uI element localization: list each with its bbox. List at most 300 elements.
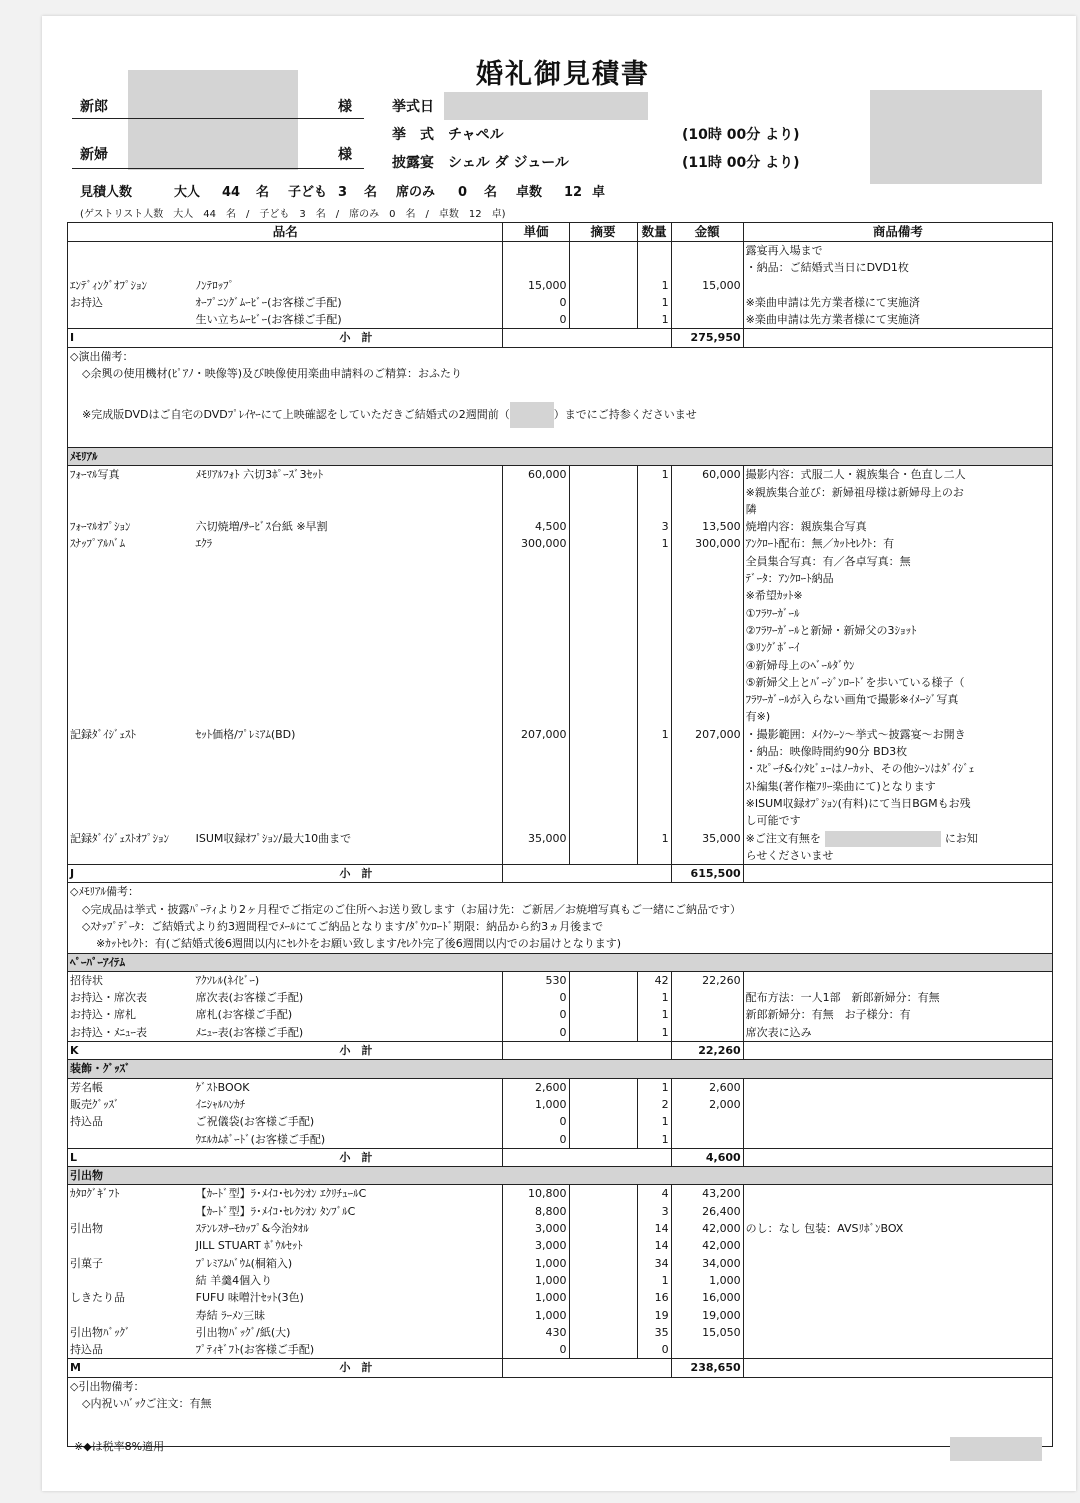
subtotal-note xyxy=(743,865,1052,883)
redacted-contact xyxy=(825,831,941,847)
quantity xyxy=(637,708,671,725)
item-name: 寿結 ﾗｰﾒﾝ三昧 xyxy=(194,1307,503,1324)
subtotal-note xyxy=(743,1359,1052,1377)
item-category: ｴﾝﾃﾞｨﾝｸﾞｵﾌﾟｼｮﾝ xyxy=(68,277,194,294)
unit-price xyxy=(503,847,569,865)
table-row xyxy=(68,1131,1053,1149)
item-category: お持込・ﾒﾆｭｰ表 xyxy=(68,1024,194,1042)
summary xyxy=(569,570,637,587)
item-category: 引菓子 xyxy=(68,1255,194,1272)
item-name xyxy=(194,587,503,604)
item-category: ｽﾅｯﾌﾟｱﾙﾊﾞﾑ xyxy=(68,535,194,552)
table-row xyxy=(68,1272,1053,1289)
amount xyxy=(671,622,743,639)
item-category xyxy=(68,847,194,865)
note-part: にお知 xyxy=(944,831,978,845)
summary xyxy=(569,535,637,552)
item-name: 引出物ﾊﾞｯｸﾞ/紙(大) xyxy=(194,1324,503,1341)
remark-text: ◇ｽﾅｯﾌﾟﾃﾞｰﾀ：ご結婚式より約3週間程でﾒｰﾙにてご納品となります/ﾀﾞｳﾝﾛｰﾄﾞ期限：納品から約3ヵ月後まで xyxy=(68,918,1053,935)
item-name xyxy=(194,501,503,518)
remark-row xyxy=(68,1377,1053,1395)
item-note: ・納品：映像時間約90分 BD3枚 xyxy=(743,743,1052,760)
unit-price: 0 xyxy=(503,989,569,1006)
quantity: 1 xyxy=(637,726,671,743)
amount xyxy=(671,812,743,829)
item-name xyxy=(194,778,503,795)
item-note: 全員集合写真：有／各卓写真：無 xyxy=(743,553,1052,570)
quantity: 2 xyxy=(637,1096,671,1113)
item-note xyxy=(743,830,1052,847)
remark-row xyxy=(68,347,1053,365)
item-note xyxy=(743,1255,1052,1272)
summary xyxy=(569,1006,637,1023)
quantity: 1 xyxy=(637,535,671,552)
table-row xyxy=(68,657,1053,674)
table-row xyxy=(68,501,1053,518)
subtotal-label: 小 計 xyxy=(194,1042,503,1060)
document-title: 婚礼御見積書 xyxy=(476,59,650,90)
item-category: ｶﾀﾛｸﾞｷﾞﾌﾄ xyxy=(68,1185,194,1203)
item-category xyxy=(68,501,194,518)
item-name: ｱｸｿﾚﾙ(ﾈｲﾋﾞｰ) xyxy=(194,971,503,989)
item-category: 販売ｸﾞｯｽﾞ xyxy=(68,1096,194,1113)
item-category xyxy=(68,1307,194,1324)
amount: 42,000 xyxy=(671,1220,743,1237)
remark-text: ◇ﾒﾓﾘｱﾙ備考： xyxy=(68,883,1053,901)
section-title: ﾒﾓﾘｱﾙ xyxy=(68,447,1053,465)
quantity: 1 xyxy=(637,277,671,294)
quantity: 0 xyxy=(637,1341,671,1359)
subtotal-label: 小 計 xyxy=(194,1359,503,1377)
table-row xyxy=(68,1024,1053,1042)
unit-price: 2,600 xyxy=(503,1078,569,1096)
item-note: 露宴再入場まで xyxy=(743,242,1052,260)
item-name: ﾌﾟﾃｨｷﾞﾌﾄ(お客様ご手配) xyxy=(194,1341,503,1359)
table-header-row xyxy=(68,223,1053,242)
summary xyxy=(569,1185,637,1203)
item-category: 招待状 xyxy=(68,971,194,989)
amount: 300,000 xyxy=(671,535,743,552)
unit-price xyxy=(503,570,569,587)
unit-price xyxy=(503,760,569,777)
table-row xyxy=(68,760,1053,777)
unit-price: 1,000 xyxy=(503,1272,569,1289)
quantity xyxy=(637,484,671,501)
quantity: 1 xyxy=(637,1006,671,1023)
estimate-table xyxy=(67,222,1053,1447)
quantity xyxy=(637,501,671,518)
item-note: ﾃﾞｰﾀ：ｱﾝｸﾛｰﾄ納品 xyxy=(743,570,1052,587)
item-note: ※希望ｶｯﾄ※ xyxy=(743,587,1052,604)
table-row xyxy=(68,622,1053,639)
unit-price: 0 xyxy=(503,1341,569,1359)
table-row xyxy=(68,242,1053,260)
subtotal-spacer xyxy=(503,1359,671,1377)
table-row xyxy=(68,259,1053,276)
item-name xyxy=(194,553,503,570)
item-name xyxy=(194,657,503,674)
amount xyxy=(671,570,743,587)
table-row xyxy=(68,1113,1053,1130)
amount xyxy=(671,294,743,311)
ceremony-date-label: 挙式日 xyxy=(392,99,434,115)
summary xyxy=(569,259,637,276)
amount xyxy=(671,1113,743,1130)
item-category xyxy=(68,812,194,829)
remark-text: ◇余興の使用機材(ﾋﾟｱﾉ・映像等)及び映像使用楽曲申請料のご精算：おふたり xyxy=(68,365,1053,382)
quantity: 1 xyxy=(637,989,671,1006)
subtotal-amount: 4,600 xyxy=(671,1148,743,1166)
item-category xyxy=(68,760,194,777)
item-category: 記録ﾀﾞｲｼﾞｪｽﾄｵﾌﾟｼｮﾝ xyxy=(68,830,194,847)
summary xyxy=(569,674,637,691)
remark-row xyxy=(68,1412,1053,1447)
unit-price: 1,000 xyxy=(503,1255,569,1272)
item-note: 有※) xyxy=(743,708,1052,725)
item-note xyxy=(743,971,1052,989)
summary xyxy=(569,778,637,795)
table-row xyxy=(68,795,1053,812)
summary xyxy=(569,1220,637,1237)
remark-text xyxy=(68,430,1053,448)
table-row xyxy=(68,708,1053,725)
amount xyxy=(671,553,743,570)
summary xyxy=(569,466,637,484)
quantity: 1 xyxy=(637,830,671,847)
subtotal-note xyxy=(743,1148,1052,1166)
quantity: 19 xyxy=(637,1307,671,1324)
item-category: お持込 xyxy=(68,294,194,311)
item-name: ﾉﾝﾃﾛｯﾌﾟ xyxy=(194,277,503,294)
remark-row xyxy=(68,400,1053,430)
item-note: 新郎新婦分：有無 お子様分：有 xyxy=(743,1006,1052,1023)
amount: 34,000 xyxy=(671,1255,743,1272)
item-category xyxy=(68,691,194,708)
summary xyxy=(569,1096,637,1113)
item-note: ②ﾌﾗﾜｰｶﾞｰﾙと新婦・新婦父の3ｼｮｯﾄ xyxy=(743,622,1052,639)
item-name xyxy=(194,639,503,656)
subtotal-row xyxy=(68,329,1053,347)
subtotal-amount: 238,650 xyxy=(671,1359,743,1377)
item-note xyxy=(743,277,1052,294)
quantity xyxy=(637,674,671,691)
item-category xyxy=(68,570,194,587)
table-row xyxy=(68,812,1053,829)
quantity xyxy=(637,587,671,604)
unit-price: 4,500 xyxy=(503,518,569,535)
table-row xyxy=(68,1307,1053,1324)
summary xyxy=(569,501,637,518)
amount xyxy=(671,484,743,501)
quantity: 42 xyxy=(637,971,671,989)
table-row xyxy=(68,1203,1053,1220)
table-row xyxy=(68,466,1053,484)
item-note: 配布方法：一人1部 新郎新婦分：有無 xyxy=(743,989,1052,1006)
summary xyxy=(569,812,637,829)
amount xyxy=(671,795,743,812)
unit-price xyxy=(503,501,569,518)
amount xyxy=(671,1006,743,1023)
amount: 42,000 xyxy=(671,1237,743,1254)
table-row xyxy=(68,553,1053,570)
item-category: ﾌｫｰﾏﾙｵﾌﾟｼｮﾝ xyxy=(68,518,194,535)
subtotal-row xyxy=(68,865,1053,883)
summary xyxy=(569,1255,637,1272)
item-category xyxy=(68,778,194,795)
summary xyxy=(569,1024,637,1042)
amount: 60,000 xyxy=(671,466,743,484)
unit-price: 3,000 xyxy=(503,1237,569,1254)
item-category xyxy=(68,639,194,656)
item-note xyxy=(743,1341,1052,1359)
remark-text: ◇完成品は挙式・披露ﾊﾟｰﾃｨより2ヶ月程でご指定のご住所へお送り致します（お届け先：ご新居／お焼増写真もご一緒にご納品です） xyxy=(68,901,1053,918)
reception-time: (11時 00分 より) xyxy=(682,155,800,171)
amount xyxy=(671,743,743,760)
item-name: ご祝儀袋(お客様ご手配) xyxy=(194,1113,503,1130)
item-note xyxy=(743,1096,1052,1113)
amount xyxy=(671,1024,743,1042)
quantity: 1 xyxy=(637,466,671,484)
subtotal-code: K xyxy=(68,1042,194,1060)
item-name xyxy=(194,242,503,260)
unit-price: 0 xyxy=(503,1113,569,1130)
unit-price xyxy=(503,691,569,708)
table-row xyxy=(68,605,1053,622)
unit-price: 10,800 xyxy=(503,1185,569,1203)
item-name: JILL STUART ﾎﾞｳﾙｾｯﾄ xyxy=(194,1237,503,1254)
unit-price: 0 xyxy=(503,1131,569,1149)
amount xyxy=(671,1131,743,1149)
remark-row xyxy=(68,918,1053,935)
quantity xyxy=(637,605,671,622)
item-category xyxy=(68,674,194,691)
amount xyxy=(671,242,743,260)
unit-price xyxy=(503,553,569,570)
quantity: 1 xyxy=(637,1113,671,1130)
section-header xyxy=(68,953,1053,971)
groom-underline xyxy=(72,118,364,119)
summary xyxy=(569,971,637,989)
quantity xyxy=(637,259,671,276)
redacted-stamp xyxy=(870,90,1042,184)
unit-price: 0 xyxy=(503,294,569,311)
table-row xyxy=(68,989,1053,1006)
ceremony-label: 挙 式 xyxy=(392,127,434,143)
quantity: 1 xyxy=(637,1272,671,1289)
table-row xyxy=(68,1185,1053,1203)
ceremony-venue: チャペル xyxy=(448,127,504,143)
item-name xyxy=(194,259,503,276)
summary xyxy=(569,795,637,812)
remark-text: ◇内祝いﾊﾞｯｸご注文：有無 xyxy=(68,1395,1053,1412)
summary xyxy=(569,553,637,570)
item-category xyxy=(68,622,194,639)
summary xyxy=(569,1131,637,1149)
item-category: 芳名帳 xyxy=(68,1078,194,1096)
summary xyxy=(569,989,637,1006)
item-note: ※楽曲申請は先方業者様にて実施済 xyxy=(743,311,1052,329)
item-note xyxy=(743,1203,1052,1220)
item-note xyxy=(743,1237,1052,1254)
remark-text: ◇演出備考： xyxy=(68,347,1053,365)
item-name: 【ｶｰﾄﾞ型】ﾗ･ﾒｲｺ･ｾﾚｸｼｵﾝ ｴｸﾘﾁｭｰﾙC xyxy=(194,1185,503,1203)
col-header-qty: 数量 xyxy=(637,223,671,242)
summary xyxy=(569,1203,637,1220)
item-name xyxy=(194,743,503,760)
table-row xyxy=(68,570,1053,587)
summary xyxy=(569,1272,637,1289)
item-note: ｱﾝｸﾛｰﾄ配布：無／ｶｯﾄｾﾚｸﾄ：有 xyxy=(743,535,1052,552)
remark-row xyxy=(68,382,1053,399)
amount: 16,000 xyxy=(671,1289,743,1306)
unit-price: 1,000 xyxy=(503,1289,569,1306)
subtotal-spacer xyxy=(503,1148,671,1166)
table-row xyxy=(68,1237,1053,1254)
item-category: ﾌｫｰﾏﾙ写真 xyxy=(68,466,194,484)
item-category xyxy=(68,1272,194,1289)
quantity xyxy=(637,570,671,587)
quantity xyxy=(637,743,671,760)
tax-footnote: ※◆は税率8%適用 xyxy=(74,1440,165,1453)
item-category xyxy=(68,708,194,725)
col-header-unit-price: 単価 xyxy=(503,223,569,242)
item-note: し可能です xyxy=(743,812,1052,829)
table-row xyxy=(68,277,1053,294)
table-row xyxy=(68,1255,1053,1272)
table-row xyxy=(68,311,1053,329)
item-note: ｽﾄ編集(著作権ﾌﾘｰ楽曲にて)となります xyxy=(743,778,1052,795)
summary xyxy=(569,518,637,535)
summary xyxy=(569,1078,637,1096)
groom-label: 新郎 xyxy=(80,99,108,115)
table-row xyxy=(68,971,1053,989)
quantity xyxy=(637,242,671,260)
amount xyxy=(671,657,743,674)
unit-price xyxy=(503,708,569,725)
section-header xyxy=(68,1167,1053,1185)
item-name xyxy=(194,691,503,708)
item-note: ⑤新婦父上とﾊﾞｰｼﾞﾝﾛｰﾄﾞを歩いている様子（ xyxy=(743,674,1052,691)
item-note xyxy=(743,1078,1052,1096)
guestlist-line: (ゲストリスト人数 大人 44 名 / 子ども 3 名 / 席のみ 0 名 / 卓数 12 卓) xyxy=(80,209,506,220)
quantity: 1 xyxy=(637,1078,671,1096)
redacted-footer xyxy=(950,1437,1042,1461)
table-row xyxy=(68,484,1053,501)
unit-price xyxy=(503,484,569,501)
remark-text-part: ）までにご持参くださいませ xyxy=(553,407,697,421)
amount: 19,000 xyxy=(671,1307,743,1324)
item-name: ｵｰﾌﾟﾆﾝｸﾞﾑｰﾋﾞｰ(お客様ご手配) xyxy=(194,294,503,311)
table-row xyxy=(68,639,1053,656)
item-note: らせくださいませ xyxy=(743,847,1052,865)
table-row xyxy=(68,1078,1053,1096)
item-name: ｽﾃﾝﾚｽｻｰﾓｶｯﾌﾟ&今治ﾀｵﾙ xyxy=(194,1220,503,1237)
item-note xyxy=(743,1113,1052,1130)
item-category: 持込品 xyxy=(68,1341,194,1359)
table-row xyxy=(68,535,1053,552)
unit-price: 530 xyxy=(503,971,569,989)
unit-price: 15,000 xyxy=(503,277,569,294)
col-header-summary: 摘要 xyxy=(569,223,637,242)
quantity xyxy=(637,760,671,777)
summary xyxy=(569,726,637,743)
summary xyxy=(569,277,637,294)
reception-venue: シェル ダ ジュール xyxy=(448,155,569,171)
unit-price xyxy=(503,622,569,639)
quantity xyxy=(637,691,671,708)
item-category: 持込品 xyxy=(68,1113,194,1130)
item-category xyxy=(68,311,194,329)
subtotal-code: M xyxy=(68,1359,194,1377)
subtotal-spacer xyxy=(503,329,671,347)
item-category xyxy=(68,587,194,604)
note-part: ※ご注文有無を xyxy=(745,831,821,845)
amount xyxy=(671,605,743,622)
summary xyxy=(569,1307,637,1324)
item-name xyxy=(194,812,503,829)
item-note: ④新婦母上のﾍﾞｰﾙﾀﾞｳﾝ xyxy=(743,657,1052,674)
item-note: ・撮影範囲：ﾒｲｸｼｰﾝ～挙式～披露宴～お開き xyxy=(743,726,1052,743)
remark-row xyxy=(68,365,1053,382)
reception-label: 披露宴 xyxy=(392,155,434,171)
quantity: 4 xyxy=(637,1185,671,1203)
table-row xyxy=(68,691,1053,708)
item-category: 記録ﾀﾞｲｼﾞｪｽﾄ xyxy=(68,726,194,743)
item-note: ・納品：ご結婚式当日にDVD1枚 xyxy=(743,259,1052,276)
item-note: ※ISUM収録ｵﾌﾟｼｮﾝ(有料)にて当日BGMもお残 xyxy=(743,795,1052,812)
item-note: 席次表に込み xyxy=(743,1024,1052,1042)
quantity xyxy=(637,847,671,865)
item-category xyxy=(68,242,194,260)
item-category xyxy=(68,484,194,501)
subtotal-label: 小 計 xyxy=(194,329,503,347)
summary xyxy=(569,242,637,260)
amount: 13,500 xyxy=(671,518,743,535)
item-note: ﾌﾗﾜｰｶﾞｰﾙが入らない画角で撮影※ｲﾒｰｼﾞ写真 xyxy=(743,691,1052,708)
summary xyxy=(569,484,637,501)
unit-price: 430 xyxy=(503,1324,569,1341)
col-header-notes: 商品備考 xyxy=(743,223,1052,242)
quantity xyxy=(637,553,671,570)
item-name xyxy=(194,708,503,725)
item-name xyxy=(194,760,503,777)
unit-price xyxy=(503,743,569,760)
table-row xyxy=(68,518,1053,535)
quantity xyxy=(637,622,671,639)
subtotal-spacer xyxy=(503,865,671,883)
table-row xyxy=(68,847,1053,865)
amount xyxy=(671,259,743,276)
item-note xyxy=(743,1289,1052,1306)
item-name: 席次表(お客様ご手配) xyxy=(194,989,503,1006)
summary xyxy=(569,1289,637,1306)
unit-price xyxy=(503,587,569,604)
summary xyxy=(569,311,637,329)
section-title: 装飾・ｸﾞｯｽﾞ xyxy=(68,1060,1053,1078)
item-name: ｳｴﾙｶﾑﾎﾞｰﾄﾞ(お客様ご手配) xyxy=(194,1131,503,1149)
item-category: しきたり品 xyxy=(68,1289,194,1306)
subtotal-row xyxy=(68,1042,1053,1060)
item-note: 隣 xyxy=(743,501,1052,518)
subtotal-row xyxy=(68,1359,1053,1377)
item-note: ③ﾘﾝｸﾞﾎﾞｰｲ xyxy=(743,639,1052,656)
table-row xyxy=(68,674,1053,691)
item-name: 【ｶｰﾄﾞ型】ﾗ･ﾒｲｺ･ｾﾚｸｼｵﾝ ﾀﾝﾌﾞﾙC xyxy=(194,1203,503,1220)
summary xyxy=(569,639,637,656)
quantity: 35 xyxy=(637,1324,671,1341)
item-note: ※楽曲申請は先方業者様にて実施済 xyxy=(743,294,1052,311)
amount: 207,000 xyxy=(671,726,743,743)
